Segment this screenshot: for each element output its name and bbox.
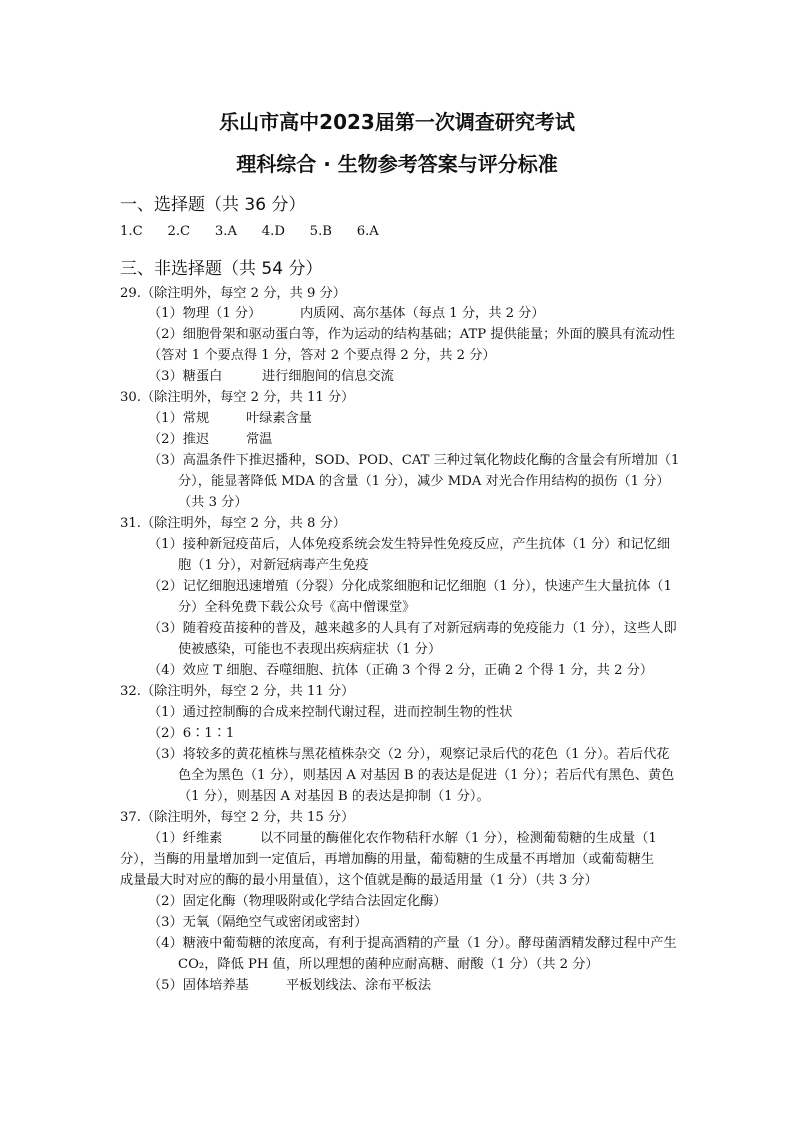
exam-subtitle: 理科综合 · 生物参考答案与评分标准 — [236, 152, 558, 176]
q31-answer-4: （4）效应 T 细胞、吞噬细胞、抗体（正确 3 个得 2 分，正确 2 个得 1 分，共 2 分） — [148, 663, 654, 678]
q37-answer-1-cont: 分），当酶的用量增加到一定值后，再增加酶的用量，葡萄糖的生成量不再增加（或葡萄糖生 — [120, 852, 655, 867]
q37-answer-4-cont: CO₂，降低 PH 值，所以理想的菌种应耐高糖、耐酸（1 分）（共 2 分） — [178, 957, 599, 972]
q29-answer-1-part2: 内质网、高尔基体（每点 1 分，共 2 分） — [300, 306, 545, 321]
q30-answer-1: （1）常规 — [148, 411, 210, 426]
q32-answer-2: （2）6∶1∶1 — [148, 726, 235, 741]
q32-answer-3-cont2: （1 分），则基因 A 对基因 B 的表达是抑制（1 分）。 — [178, 789, 490, 804]
q30-answer-1-part2: 叶绿素含量 — [246, 411, 312, 426]
q37-answer-2: （2）固定化酶（物理吸附或化学结合法固定化酶） — [148, 894, 447, 909]
q29-heading: 29.（除注明外，每空 2 分，共 9 分） — [120, 286, 346, 301]
q29-answer-2: （2）细胞骨架和驱动蛋白等，作为运动的结构基础；ATP 提供能量；外面的膜具有流动性 — [148, 327, 675, 342]
q32-heading: 32.（除注明外，每空 2 分，共 11 分） — [120, 684, 355, 699]
q31-answer-3-cont: 使被感染，可能也不表现出疾病症状（1 分） — [178, 642, 442, 657]
q37-answer-5-part2: 平板划线法、涂布平板法 — [286, 978, 432, 993]
q37-answer-1: （1）纤维素 — [148, 831, 223, 846]
q30-answer-2-part2: 常温 — [246, 432, 273, 447]
q30-answer-3: （3）高温条件下推迟播种，SOD、POD、CAT 三种过氧化物歧化酶的含量会有所增加（1 — [148, 453, 680, 468]
q37-answer-1-cont2: 成量最大时对应的酶的最小用量值），这个值就是酶的最适用量（1 分）（共 3 分） — [120, 873, 598, 888]
section-nonchoice-heading: 三、非选择题（共 54 分） — [120, 259, 323, 279]
section-choice-heading: 一、选择题（共 36 分） — [120, 195, 306, 215]
q31-answer-2: （2）记忆细胞迅速增殖（分裂）分化成浆细胞和记忆细胞（1 分），快速产生大量抗体（1 — [148, 579, 672, 594]
q30-answer-3-total: （共 3 分） — [178, 495, 248, 510]
q31-heading: 31.（除注明外，每空 2 分，共 8 分） — [120, 516, 346, 531]
q37-answer-1-part2: 以不同量的酶催化农作物秸秆水解（1 分），检测葡萄糖的生成量（1 — [260, 831, 657, 846]
q31-answer-3: （3）随着疫苗接种的普及，越来越多的人具有了对新冠病毒的免疫能力（1 分），这些人即 — [148, 621, 677, 636]
q32-answer-1: （1）通过控制酶的合成来控制代谢过程，进而控制生物的性状 — [148, 705, 513, 720]
exam-title: 乐山市高中2023届第一次调查研究考试 — [219, 110, 575, 134]
q31-answer-1-cont: 胞（1 分），对新冠病毒产生免疫 — [178, 558, 369, 573]
q37-answer-4: （4）糖液中葡萄糖的浓度高，有利于提高酒精的产量（1 分）。酵母菌酒精发酵过程中产生 — [148, 936, 677, 951]
q30-heading: 30.（除注明外，每空 2 分，共 11 分） — [120, 390, 355, 405]
q29-answer-2-note: （答对 1 个要点得 1 分，答对 2 个要点得 2 分，共 2 分） — [148, 348, 496, 363]
q30-answer-3-cont: 分），能显著降低 MDA 的含量（1 分），减少 MDA 对光合作用结构的损伤（1 分） — [178, 474, 670, 489]
q29-answer-3: （3）糖蛋白 — [148, 369, 223, 384]
q31-answer-1: （1）接种新冠疫苗后，人体免疫系统会发生特异性免疫反应，产生抗体（1 分）和记忆细 — [148, 537, 671, 552]
q37-heading: 37.（除注明外，每空 2 分，共 15 分） — [120, 810, 355, 825]
q31-answer-2-cont: 分）全科免费下载公众号《高中僧课堂》 — [178, 600, 416, 615]
q32-answer-3: （3）将较多的黄花植株与黑花植株杂交（2 分），观察记录后代的花色（1 分）。若后代花 — [148, 747, 670, 762]
q29-answer-1: （1）物理（1 分） — [148, 306, 262, 321]
choice-answers: 1.C 2.C 3.A 4.D 5.B 6.A — [120, 224, 379, 239]
q30-answer-2: （2）推迟 — [148, 432, 210, 447]
q32-answer-3-cont: 色全为黑色（1 分），则基因 A 对基因 B 的表达是促进（1 分）；若后代有黑色、黄色 — [178, 768, 675, 783]
q37-answer-3: （3）无氧（隔绝空气或密闭或密封） — [148, 915, 368, 930]
q37-answer-5: （5）固体培养基 — [148, 978, 249, 993]
q29-answer-3-part2: 进行细胞间的信息交流 — [262, 369, 394, 384]
